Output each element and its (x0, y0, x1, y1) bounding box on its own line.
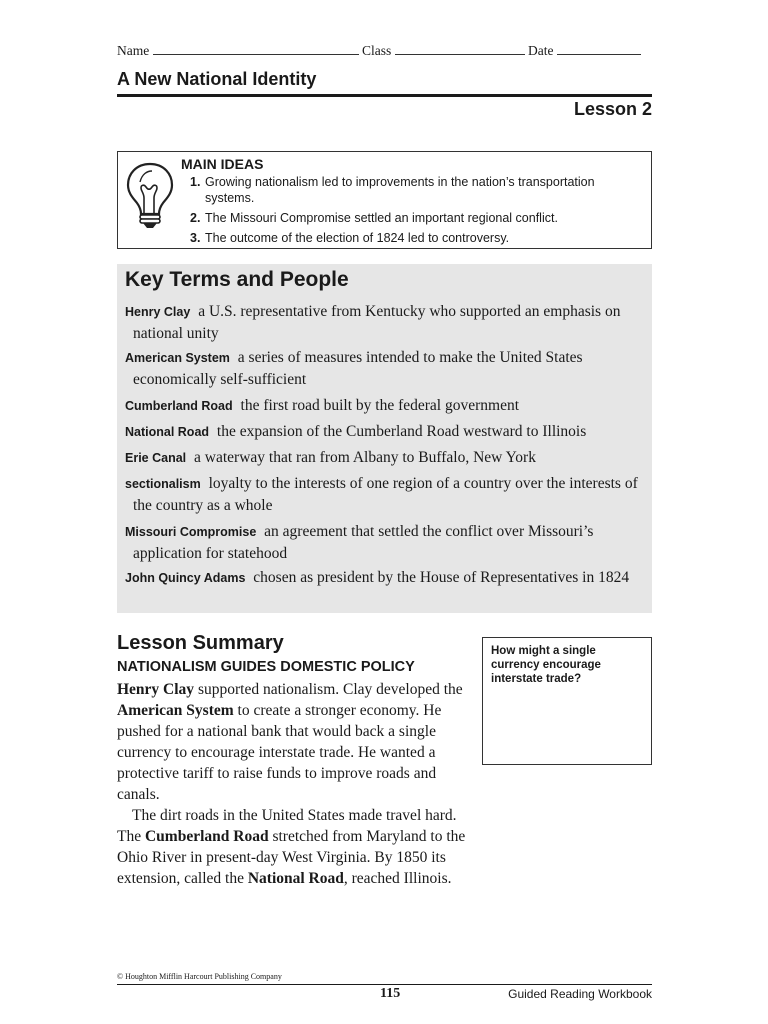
key-term-definition: an agreement that settled the conflict over Missouri’s application for statehood (133, 523, 594, 562)
key-term-definition: chosen as president by the House of Representatives in 1824 (253, 569, 630, 586)
class-blank (395, 43, 525, 55)
summary-text: , reached Illinois. (343, 870, 452, 887)
key-term-definition: a U.S. representative from Kentucky who supported an emphasis on national unity (133, 303, 621, 342)
key-term-entry (125, 421, 653, 443)
main-idea-number: 3. (190, 231, 201, 245)
key-term-definition: a waterway that ran from Albany to Buffalo, New York (194, 449, 536, 466)
summary-paragraph (117, 679, 467, 805)
name-class-date-line (117, 43, 651, 59)
lesson-summary-heading: Lesson Summary (117, 632, 284, 654)
key-term-definition: the expansion of the Cumberland Road westward to Illinois (216, 423, 587, 440)
name-blank (153, 43, 359, 55)
main-idea-item (181, 174, 641, 206)
summary-text: supported nationalism. Clay developed the (194, 681, 463, 698)
name-label: Name (117, 43, 150, 58)
main-ideas-list (181, 174, 641, 250)
key-term-name: Erie Canal (125, 451, 187, 465)
key-term-entry (125, 473, 653, 516)
key-term-entry (125, 395, 653, 417)
title-divider (117, 94, 652, 97)
date-blank (557, 43, 641, 55)
copyright-notice: © Houghton Mifflin Harcourt Publishing Company (117, 972, 282, 981)
key-term-entry (125, 301, 653, 344)
summary-paragraph (117, 805, 467, 889)
lesson-summary-body (117, 679, 467, 889)
page-title: A New National Identity (117, 69, 317, 89)
summary-text: The dirt roads in the United States made travel hard. The (117, 807, 457, 845)
main-idea-text: The outcome of the election of 1824 led to controversy. (205, 231, 510, 245)
key-terms-heading: Key Terms and People (125, 268, 349, 291)
class-label: Class (361, 43, 392, 58)
lesson-label: Lesson 2 (573, 99, 652, 119)
key-term-entry (125, 347, 653, 390)
main-idea-item (181, 230, 641, 246)
key-term-entry (125, 447, 653, 469)
lesson-summary-subheading: NATIONALISM GUIDES DOMESTIC POLICY (117, 659, 415, 675)
key-term-name: sectionalism (125, 477, 201, 491)
main-ideas-heading: MAIN IDEAS (181, 156, 264, 172)
workbook-title: Guided Reading Workbook (508, 987, 652, 1001)
page-number: 115 (380, 986, 401, 1001)
main-idea-item (181, 210, 641, 226)
main-idea-text: The Missouri Compromise settled an important regional conflict. (205, 211, 558, 225)
key-term-entry (125, 567, 653, 589)
summary-text: stretched from Maryland to the Ohio River in present-day West Virginia. By 1850 its extension, called the (117, 828, 466, 887)
key-term-name: National Road (125, 425, 210, 439)
main-idea-number: 1. (190, 175, 201, 189)
bold-term: Henry Clay (117, 681, 195, 698)
main-idea-text: Growing nationalism led to improvements in the nation’s transportation systems. (205, 175, 595, 205)
bold-term: American System (117, 702, 234, 719)
footer-divider (117, 984, 652, 985)
main-idea-number: 2. (190, 211, 201, 225)
key-term-definition: loyalty to the interests of one region of a country over the interests of the country as a whole (133, 475, 638, 514)
sidebar-question-text: How might a single currency encourage interstate trade? (491, 645, 601, 685)
key-term-name: Henry Clay (125, 305, 191, 319)
bold-term: National Road (247, 870, 344, 887)
date-label: Date (528, 43, 554, 58)
key-term-name: Cumberland Road (125, 399, 233, 413)
key-term-name: Missouri Compromise (125, 525, 257, 539)
key-term-entry (125, 521, 653, 564)
bold-term: Cumberland Road (144, 828, 269, 845)
main-ideas-box (117, 151, 652, 249)
key-term-definition: a series of measures intended to make the United States economically self-sufficient (133, 349, 583, 388)
key-terms-panel (117, 264, 652, 613)
summary-text: to create a stronger economy. He pushed for a national bank that would back a single currency to encourage interstate trade. He wanted a protective tariff to raise funds to improve roads and canals. (117, 702, 442, 803)
sidebar-question-box[interactable] (482, 637, 652, 765)
lightbulb-icon (124, 160, 176, 230)
key-term-name: American System (125, 351, 230, 365)
key-term-definition: the first road built by the federal government (240, 397, 520, 414)
key-term-name: John Quincy Adams (125, 571, 246, 585)
